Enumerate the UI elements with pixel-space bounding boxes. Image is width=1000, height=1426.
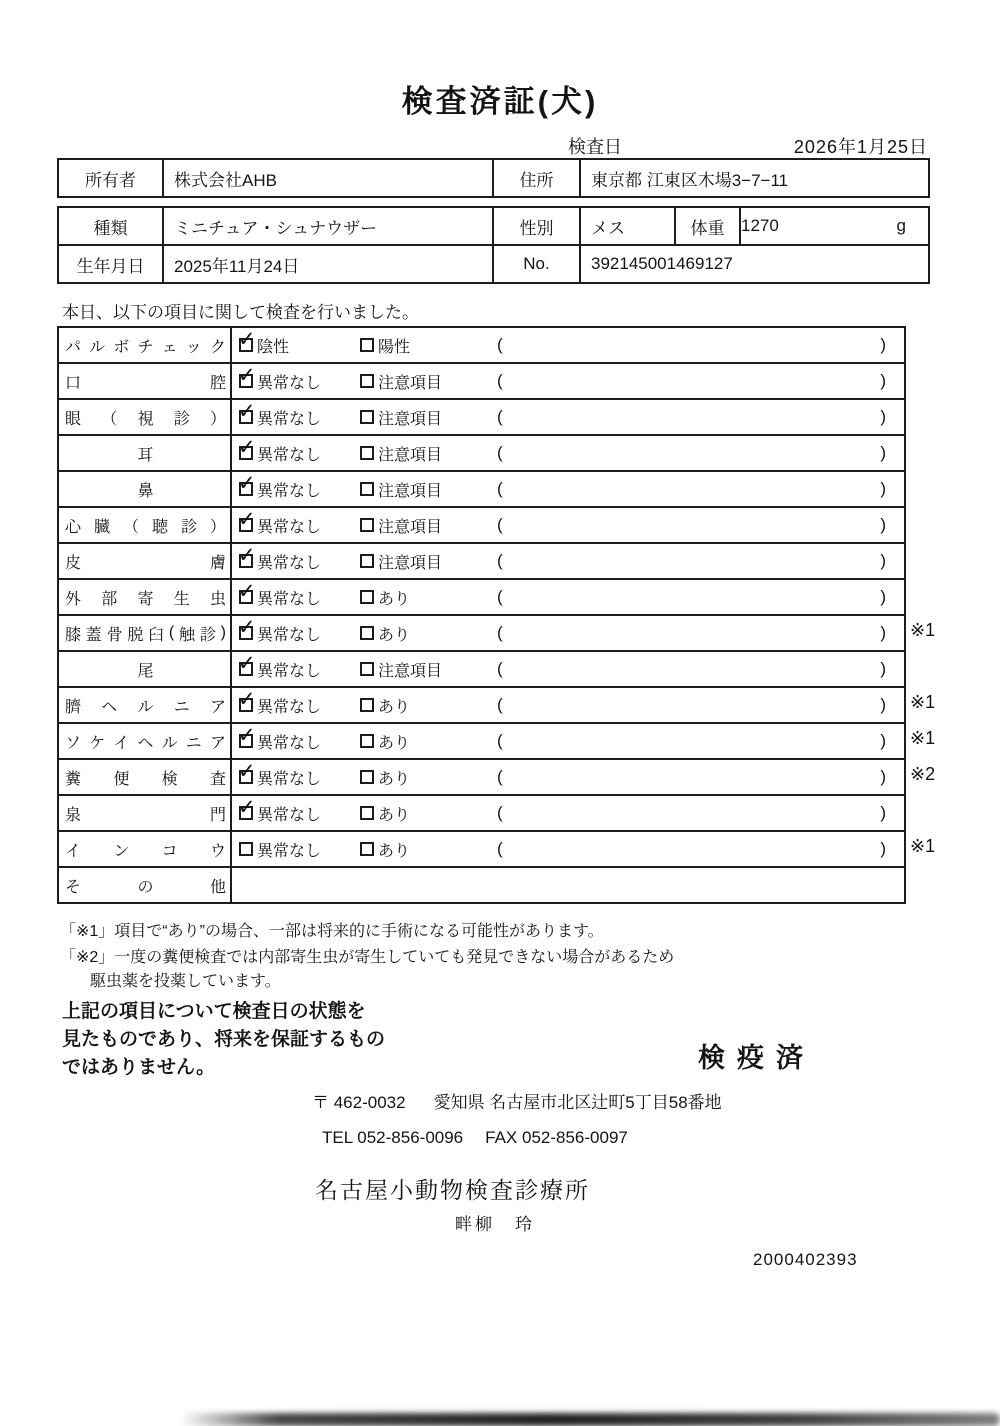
checkbox-checked xyxy=(239,518,253,532)
intro-sentence: 本日、以下の項目に関して検査を行いました。 xyxy=(62,303,419,322)
option-1 xyxy=(232,478,360,501)
item-label: 臍 ヘ ル ニ ア xyxy=(59,688,232,722)
option-1 xyxy=(232,802,360,825)
checklist-row xyxy=(59,506,904,542)
breed-label: 種類 xyxy=(93,218,128,238)
result-blank: ( ) xyxy=(497,335,886,354)
owner-table xyxy=(57,158,930,198)
checklist-row xyxy=(59,758,936,794)
checklist-row xyxy=(59,614,936,650)
weight-label: 体重 xyxy=(674,208,739,244)
scan-artifact xyxy=(180,1413,1000,1426)
option-label: あり xyxy=(378,698,411,716)
option-label: 陽性 xyxy=(378,338,411,356)
checklist-row xyxy=(59,470,904,506)
checkbox-checked xyxy=(239,374,253,388)
checkbox-unchecked xyxy=(360,482,374,496)
number-value: 392145001469127 xyxy=(579,246,928,282)
checkbox-unchecked xyxy=(360,806,374,820)
option-1 xyxy=(232,334,360,357)
checkbox-unchecked xyxy=(360,374,374,388)
owner-label: 所有者 xyxy=(85,170,136,190)
item-label: 外 部 寄 生 虫 xyxy=(59,580,232,614)
checklist-row xyxy=(59,398,904,434)
checkbox-checked xyxy=(239,698,253,712)
result-blank: ( ) xyxy=(497,371,886,390)
result-blank: ( ) xyxy=(497,479,886,498)
item-label: 耳 xyxy=(59,436,232,470)
result-blank: ( ) xyxy=(497,623,886,642)
checkbox-unchecked xyxy=(360,554,374,568)
checkbox-unchecked xyxy=(360,842,374,856)
checklist-row xyxy=(59,686,936,722)
disclaimer-line-1: 上記の項目について検査日の状態を xyxy=(62,1001,366,1022)
weight-value: 1270 xyxy=(741,216,779,235)
checkbox-checked xyxy=(239,590,253,604)
option-label: 注意項目 xyxy=(378,374,443,392)
option-1 xyxy=(232,838,360,861)
checklist-row xyxy=(59,328,904,362)
option-label: 異常なし xyxy=(257,554,322,572)
result-blank: ( ) xyxy=(497,731,886,750)
checkbox-unchecked xyxy=(360,698,374,712)
option-label: 異常なし xyxy=(257,842,322,860)
veterinarian-name: 畔柳 玲 xyxy=(455,1215,535,1234)
checklist-table xyxy=(57,326,936,904)
option-2 xyxy=(360,694,490,717)
checkbox-checked xyxy=(239,626,253,640)
option-1 xyxy=(232,694,360,717)
result-blank: ( ) xyxy=(497,659,886,678)
checkbox-unchecked xyxy=(360,734,374,748)
item-label: 泉 門 xyxy=(59,796,232,830)
owner-value: 株式会社AHB xyxy=(162,160,492,196)
result-blank: ( ) xyxy=(497,695,886,714)
option-2 xyxy=(360,370,490,393)
item-label: 眼 （ 視 診 ） xyxy=(59,400,232,434)
option-label: 注意項目 xyxy=(378,482,443,500)
option-label: 異常なし xyxy=(257,698,322,716)
checklist-row xyxy=(59,794,904,830)
option-label: 注意項目 xyxy=(378,446,443,464)
checklist-row xyxy=(59,362,904,398)
checkbox-unchecked xyxy=(360,662,374,676)
checklist-row xyxy=(59,434,904,470)
option-label: 異常なし xyxy=(257,662,322,680)
footnote-mark: ※1 xyxy=(910,692,936,712)
option-2 xyxy=(360,838,490,861)
option-label: 異常なし xyxy=(257,734,322,752)
option-label: 異常なし xyxy=(257,518,322,536)
item-label: パ ル ボ チ ェ ッ ク xyxy=(59,328,232,362)
option-label: あり xyxy=(378,734,411,752)
option-1 xyxy=(232,406,360,429)
checkbox-unchecked xyxy=(360,770,374,784)
option-1 xyxy=(232,586,360,609)
result-blank: ( ) xyxy=(497,587,886,606)
checklist-row xyxy=(59,866,904,902)
pet-table xyxy=(57,206,930,284)
inspection-date-label: 検査日 xyxy=(568,137,622,157)
checklist-row xyxy=(59,830,936,866)
clinic-address: 愛知県 名古屋市北区辻町5丁目58番地 xyxy=(433,1093,722,1112)
birthdate-label: 生年月日 xyxy=(76,256,145,276)
option-2 xyxy=(360,550,490,573)
breed-value: ミニチュア・シュナウザー xyxy=(162,208,492,244)
option-2 xyxy=(360,478,490,501)
option-label: あり xyxy=(378,842,411,860)
pet-row-1 xyxy=(59,208,928,244)
option-label: 異常なし xyxy=(257,374,322,392)
postal-code: 〒 462-0032 xyxy=(312,1093,406,1112)
empty-cell xyxy=(232,868,904,902)
checkbox-checked xyxy=(239,338,253,352)
option-2 xyxy=(360,802,490,825)
result-blank: ( ) xyxy=(497,551,886,570)
checkbox-unchecked xyxy=(360,626,374,640)
footnote-mark: ※1 xyxy=(910,620,936,640)
option-label: 注意項目 xyxy=(378,518,443,536)
checkbox-checked xyxy=(239,734,253,748)
checkbox-checked xyxy=(239,482,253,496)
number-label: No. xyxy=(492,246,579,282)
disclaimer-line-3: ではありません。 xyxy=(62,1057,216,1078)
document-title: 検査済証(犬) xyxy=(401,84,599,119)
result-blank: ( ) xyxy=(497,803,886,822)
item-label: 鼻 xyxy=(59,472,232,506)
clinic-phone-line xyxy=(322,1128,628,1148)
option-2 xyxy=(360,334,490,357)
footnote-2-line1: 「※2」一度の糞便検査では内部寄生虫が寄生していても発見できない場合があるため xyxy=(60,949,675,966)
option-label: 異常なし xyxy=(257,482,322,500)
option-1 xyxy=(232,622,360,645)
option-2 xyxy=(360,406,490,429)
option-label: 異常なし xyxy=(257,590,322,608)
option-2 xyxy=(360,730,490,753)
option-1 xyxy=(232,766,360,789)
option-label: あり xyxy=(378,626,411,644)
weight-cell xyxy=(739,208,928,244)
result-blank: ( ) xyxy=(497,839,886,858)
footnote-2-line2: 駆虫薬を投薬しています。 xyxy=(90,973,281,990)
item-label: イ ン コ ウ xyxy=(59,832,232,866)
checkbox-unchecked xyxy=(360,338,374,352)
option-2 xyxy=(360,766,490,789)
checklist-row xyxy=(59,542,904,578)
result-blank: ( ) xyxy=(497,407,886,426)
option-1 xyxy=(232,730,360,753)
disclaimer-line-2: 見たものであり、将来を保証するもの xyxy=(62,1029,386,1050)
address-value: 東京都 江東区木場3−7−11 xyxy=(579,160,928,196)
checkbox-unchecked xyxy=(360,518,374,532)
result-blank: ( ) xyxy=(497,515,886,534)
option-label: 注意項目 xyxy=(378,554,443,572)
option-2 xyxy=(360,514,490,537)
checkbox-unchecked xyxy=(239,842,253,856)
footnote-mark: ※1 xyxy=(910,836,936,856)
checkbox-checked xyxy=(239,410,253,424)
option-2 xyxy=(360,622,490,645)
checkbox-checked xyxy=(239,554,253,568)
option-label: あり xyxy=(378,806,411,824)
item-label: 心 臓 （ 聴 診 ） xyxy=(59,508,232,542)
option-2 xyxy=(360,658,490,681)
quarantine-stamp: 検疫済 xyxy=(698,1043,815,1073)
item-label: 糞 便 検 査 xyxy=(59,760,232,794)
item-label: 尾 xyxy=(59,652,232,686)
checkbox-checked xyxy=(239,662,253,676)
clinic-fax: FAX 052-856-0097 xyxy=(485,1128,628,1147)
option-label: 異常なし xyxy=(257,446,322,464)
weight-unit: g xyxy=(896,216,906,235)
option-label: 陰性 xyxy=(257,338,290,356)
checkbox-unchecked xyxy=(360,590,374,604)
option-label: 注意項目 xyxy=(378,662,443,680)
option-label: 異常なし xyxy=(257,410,322,428)
serial-number: 2000402393 xyxy=(753,1250,858,1269)
footnote-mark: ※2 xyxy=(910,764,936,784)
item-label: ソ ケ イ ヘ ル ニ ア xyxy=(59,724,232,758)
sex-value: メス xyxy=(579,208,674,244)
pet-row-2 xyxy=(59,244,928,282)
item-label: そ の 他 xyxy=(59,868,232,902)
option-1 xyxy=(232,442,360,465)
clinic-name: 名古屋小動物検査診療所 xyxy=(315,1177,590,1203)
option-1 xyxy=(232,370,360,393)
option-label: あり xyxy=(378,770,411,788)
option-label: 異常なし xyxy=(257,806,322,824)
option-1 xyxy=(232,658,360,681)
checkbox-checked xyxy=(239,446,253,460)
inspection-date-value: 2026年1月25日 xyxy=(793,137,928,157)
item-label: 膝 蓋 骨 脱 臼 ( 触 診 ) xyxy=(59,616,232,650)
footnote-1: 「※1」項目で“あり”の場合、一部は将来的に手術になる可能性があります。 xyxy=(60,923,604,940)
option-2 xyxy=(360,442,490,465)
result-blank: ( ) xyxy=(497,767,886,786)
address-label: 住所 xyxy=(492,160,579,196)
item-label: 口 腔 xyxy=(59,364,232,398)
checklist-row xyxy=(59,722,936,758)
sex-label: 性別 xyxy=(492,208,579,244)
item-label: 皮 膚 xyxy=(59,544,232,578)
clinic-address-line xyxy=(312,1088,722,1113)
option-1 xyxy=(232,514,360,537)
option-2 xyxy=(360,586,490,609)
clinic-tel: TEL 052-856-0096 xyxy=(322,1128,464,1147)
result-blank: ( ) xyxy=(497,443,886,462)
checkbox-checked xyxy=(239,806,253,820)
option-label: 異常なし xyxy=(257,626,322,644)
disclaimer-text xyxy=(62,998,385,1082)
option-label: 異常なし xyxy=(257,770,322,788)
option-label: 注意項目 xyxy=(378,410,443,428)
checklist-row xyxy=(59,650,904,686)
birthdate-value: 2025年11月24日 xyxy=(162,246,492,282)
checkbox-unchecked xyxy=(360,446,374,460)
option-label: あり xyxy=(378,590,411,608)
checkbox-unchecked xyxy=(360,410,374,424)
checklist-row xyxy=(59,578,904,614)
option-1 xyxy=(232,550,360,573)
owner-row xyxy=(59,160,928,196)
footnote-mark: ※1 xyxy=(910,728,936,748)
checkbox-checked xyxy=(239,770,253,784)
